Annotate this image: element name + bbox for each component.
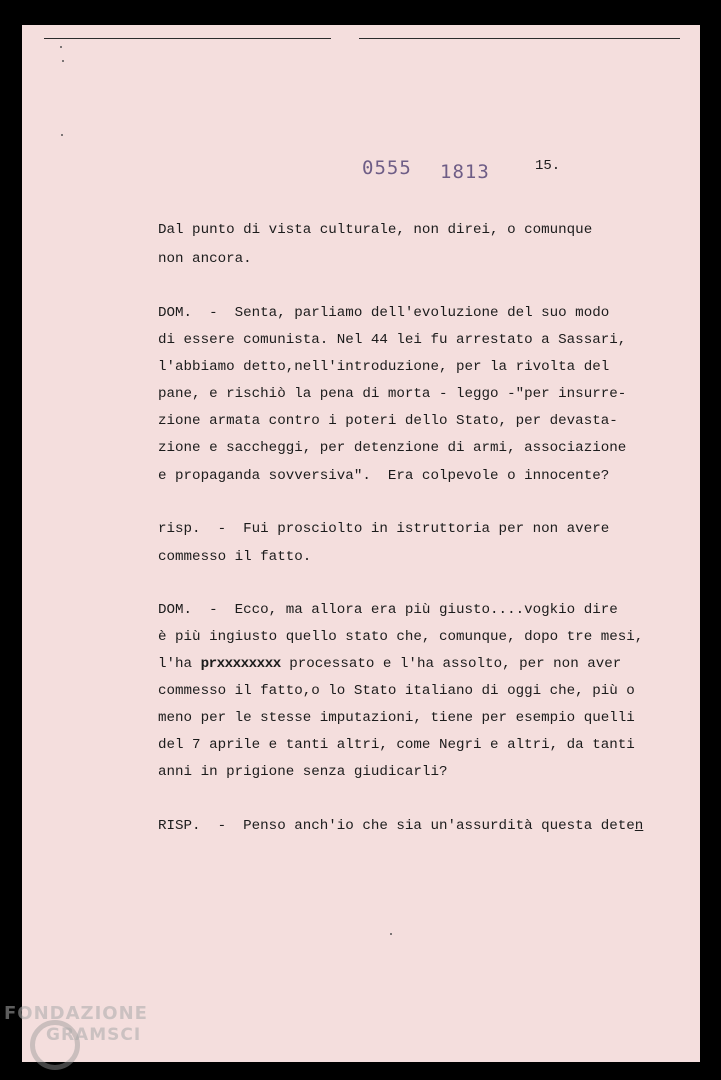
text-line: meno per le stesse imputazioni, tiene per esempio quelli xyxy=(158,710,635,726)
top-rule-right xyxy=(359,38,680,39)
text-line-with-strikeout: l'ha prxxxxxxxx processato e l'ha assolto, per non aver xyxy=(158,656,622,672)
text-line: commesso il fatto,o lo Stato italiano di oggi che, più o xyxy=(158,683,635,699)
page-number: 15. xyxy=(535,158,561,174)
paper-speck xyxy=(62,60,64,62)
struck-out-word: prxxxxxxxx xyxy=(200,656,281,672)
watermark-line-1: FONDAZIONE xyxy=(4,1003,148,1024)
archive-stamp-number: 1813 xyxy=(440,161,490,183)
text-line: pane, e rischiò la pena di morta - leggo -"per insurre- xyxy=(158,386,627,402)
text-line: e propaganda sovversiva". Era colpevole o innocente? xyxy=(158,468,610,484)
paper-speck xyxy=(390,933,392,935)
text-line: zione armata contro i poteri dello Stato, per devasta- xyxy=(158,413,618,429)
archive-stamp-number: 0555 xyxy=(362,157,412,179)
text-line: di essere comunista. Nel 44 lei fu arrestato a Sassari, xyxy=(158,332,627,348)
text-line: l'abbiamo detto,nell'introduzione, per la rivolta del xyxy=(158,359,610,375)
text-line: zione e saccheggi, per detenzione di armi, associazione xyxy=(158,440,627,456)
text-line: RISP. - Penso anch'io che sia un'assurdità questa deten xyxy=(158,818,644,834)
paper-speck xyxy=(61,134,63,136)
text-line: risp. - Fui prosciolto in istruttoria per non avere xyxy=(158,521,610,537)
paper-speck xyxy=(60,46,62,48)
text-line: DOM. - Ecco, ma allora era più giusto....vogkio dire xyxy=(158,602,618,618)
text-line: DOM. - Senta, parliamo dell'evoluzione del suo modo xyxy=(158,305,610,321)
text-line: Dal punto di vista culturale, non direi, o comunque xyxy=(158,222,593,238)
top-rule-left xyxy=(44,38,331,39)
text-line: anni in prigione senza giudicarli? xyxy=(158,764,448,780)
text-line: commesso il fatto. xyxy=(158,549,312,565)
text-line: del 7 aprile e tanti altri, come Negri e altri, da tanti xyxy=(158,737,635,753)
watermark-line-2: GRAMSCI xyxy=(46,1025,142,1045)
document-page xyxy=(22,25,700,1062)
text-line: è più ingiusto quello stato che, comunque, dopo tre mesi, xyxy=(158,629,644,645)
text-line: non ancora. xyxy=(158,251,252,267)
